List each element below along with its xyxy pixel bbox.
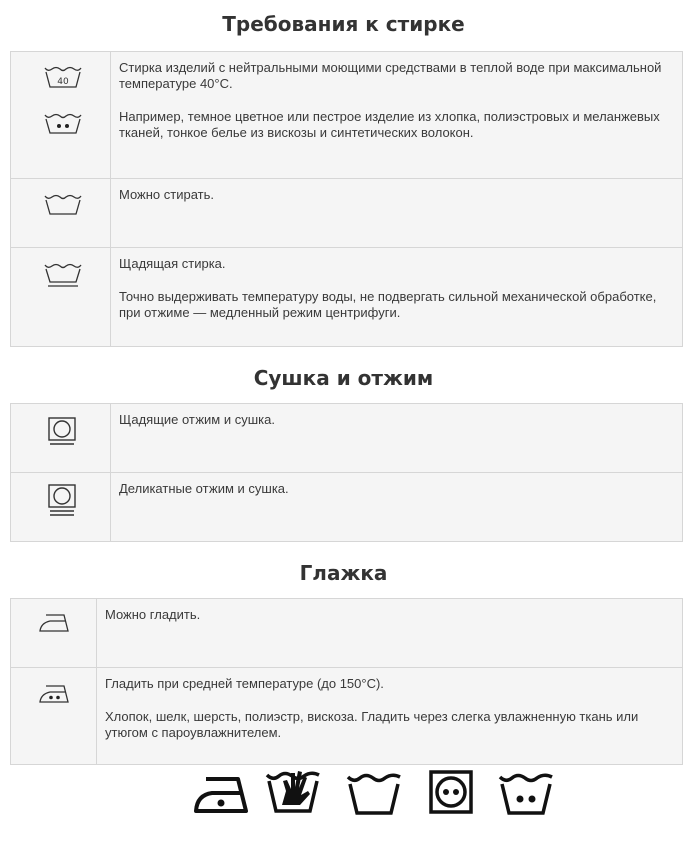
- description-cell: [97, 599, 683, 668]
- wash-temperature-label: 40: [57, 77, 69, 87]
- description-text: Гладить при средней температуре (до 150°С).: [105, 676, 384, 691]
- description-text: Деликатные отжим и сушка.: [119, 481, 289, 496]
- iron-icon: [37, 609, 73, 635]
- tumble-dry-gentle-icon: [47, 416, 77, 446]
- icon-cell: [11, 473, 111, 542]
- icon-cell: [11, 668, 97, 765]
- description-text: Щадящие отжим и сушка.: [119, 412, 275, 427]
- table-row: [11, 599, 683, 668]
- tumble-dry-delicate-icon: [47, 483, 77, 519]
- description-cell: [97, 668, 683, 765]
- icon-cell: [11, 404, 111, 473]
- tumble-dry-two-dots-icon: [428, 769, 474, 815]
- table-row: [11, 473, 683, 542]
- gentle-wash-icon: [43, 262, 83, 290]
- description-text: Хлопок, шелк, шерсть, полиэстр, вискоза. Гладить через слегка увлажненную ткань или утюгом с пароувлажнителем.: [105, 709, 639, 740]
- icon-cell: [11, 52, 111, 179]
- hand-wash-icon: [264, 765, 322, 817]
- drying-table: [10, 403, 683, 542]
- description-cell: [111, 52, 683, 179]
- bottom-icon-strip: [0, 763, 687, 823]
- description-text: Можно стирать.: [119, 187, 215, 202]
- description-text: Точно выдерживать температуру воды, не подвергать сильной механической обработке, при отжиме — медленный режим центрифуги.: [119, 289, 657, 320]
- description-cell: [111, 473, 683, 542]
- table-row: [11, 248, 683, 347]
- ironing-title: Глажка: [299, 561, 388, 585]
- description-cell: [111, 179, 683, 248]
- description-cell: [111, 404, 683, 473]
- icon-cell: [11, 599, 97, 668]
- wash-two-dots-icon: [43, 112, 83, 136]
- washing-table: [10, 51, 683, 347]
- table-row: [11, 668, 683, 765]
- description-text: Стирка изделий с нейтральными моющими средствами в теплой воде при максимальной температуре 40°С.: [119, 60, 662, 91]
- iron-two-dots-icon: [37, 680, 73, 706]
- description-text: Можно гладить.: [105, 607, 201, 622]
- wash-40-icon: [43, 65, 83, 91]
- table-row: [11, 179, 683, 248]
- icon-cell: [11, 248, 111, 347]
- wash-basin-icon: [43, 193, 83, 217]
- wash-basin-icon: [345, 769, 403, 817]
- description-text: Щадящая стирка.: [119, 256, 226, 271]
- description-cell: [111, 248, 683, 347]
- ironing-table: [10, 598, 683, 765]
- wash-two-dots-icon: [497, 769, 555, 817]
- iron-one-dot-icon: [192, 773, 252, 817]
- table-row: [11, 52, 683, 179]
- icon-cell: [11, 179, 111, 248]
- washing-title: Требования к стирке: [222, 12, 465, 36]
- drying-title: Сушка и отжим: [253, 366, 434, 390]
- table-row: [11, 404, 683, 473]
- description-text: Например, темное цветное или пестрое изделие из хлопка, полиэстровых и меланжевых тканей, тонкое белье из вискозы и синтетических волокон.: [119, 109, 660, 140]
